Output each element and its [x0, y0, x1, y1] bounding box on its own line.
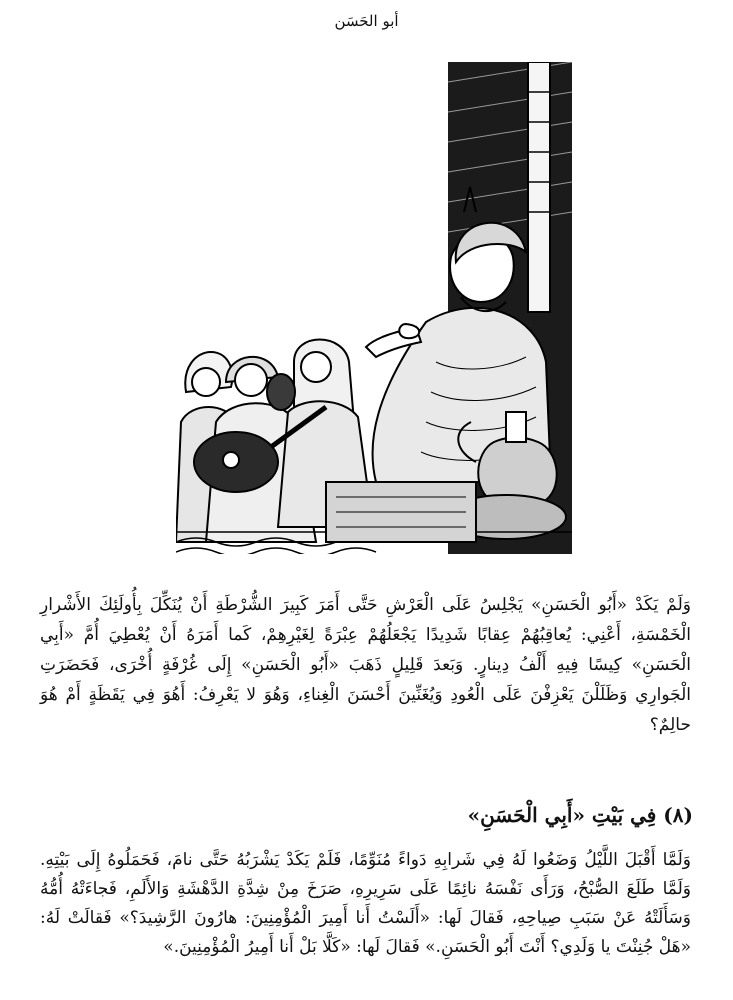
- bench: [326, 482, 476, 542]
- running-head-title: أبو الحَسَن: [334, 12, 399, 30]
- paragraph-2: وَلَمَّا أَقْبَلَ اللَّيْلُ وَضَعُوا لَهُ فِي شَرابِهِ دَواءً مُنَوِّمًا، فَلَمْ يَكَدْ يَشْرَبُهُ حَتَّى نامَ، فَحَمَلُوهُ إِلَى بَيْتِهِ. وَلَمَّا طَلَعَ الصُّبْحُ، وَرَأَى نَفْسَهُ نائِمًا عَلَى سَرِيرِهِ، صَرَخَ مِنْ شِدَّةِ الدَّهْشَةِ وَالأَلَمِ، فَجاءَتْهُ أُمُّهُ وَسَأَلَتْهُ عَنْ سَبَبِ صِياحِهِ، فَقالَ لَها: «أَلَسْتُ أَنا أَمِيرَ الْمُؤْمِنِينَ: هارُونَ الرَّشِيدَ؟» فَقالَتْ لَهُ: «هَلْ جُنِنْتَ يا وَلَدِي؟ أَنْتَ أَبُو الْحَسَنِ.» فَقالَ لَها: «كَلَّا بَلْ أَنا أَمِيرُ الْمُؤْمِنِينَ.»: [40, 850, 691, 957]
- paragraph-1: وَلَمْ يَكَدْ «أَبُو الْحَسَنِ» يَجْلِسُ عَلَى الْعَرْشِ حَتَّى أَمَرَ كَبِيرَ الشُّرْطَةِ أَنْ يُنَكِّلَ بِأُولَئِكَ الأَشْرارِ الْخَمْسَةِ، أَعْنِي: يُعاقِبُهُمْ عِقابًا شَدِيدًا يَجْعَلُهُمْ عِبْرَةً لِغَيْرِهِمْ، كَما أَمَرَهُ أَنْ يُعْطِيَ أُمَّ «أَبِي الْحَسَنِ» كِيسًا فِيهِ أَلْفُ دِينارٍ. وَبَعدَ قَلِيلٍ ذَهَبَ «أَبُو الْحَسَنِ» إِلَى غُرْفَةٍ أُخْرَى، فَحَضَرَتِ الْجَوارِي وَظَلَلْنَ يَعْزِفْنَ عَلَى الْعُودِ وَيُغَنِّينَ أَحْسَنَ الْغِناءِ، وَهُوَ لا يَعْرِفُ: أَهُوَ فِي يَقَظَةٍ أَمْ هُوَ حالِمٌ؟: [40, 595, 691, 735]
- tambourine: [267, 374, 295, 410]
- illustration: [176, 62, 572, 554]
- column: [528, 62, 550, 312]
- section-heading: (٨) فِي بَيْتِ «أَبِي الْحَسَنِ»: [467, 803, 693, 827]
